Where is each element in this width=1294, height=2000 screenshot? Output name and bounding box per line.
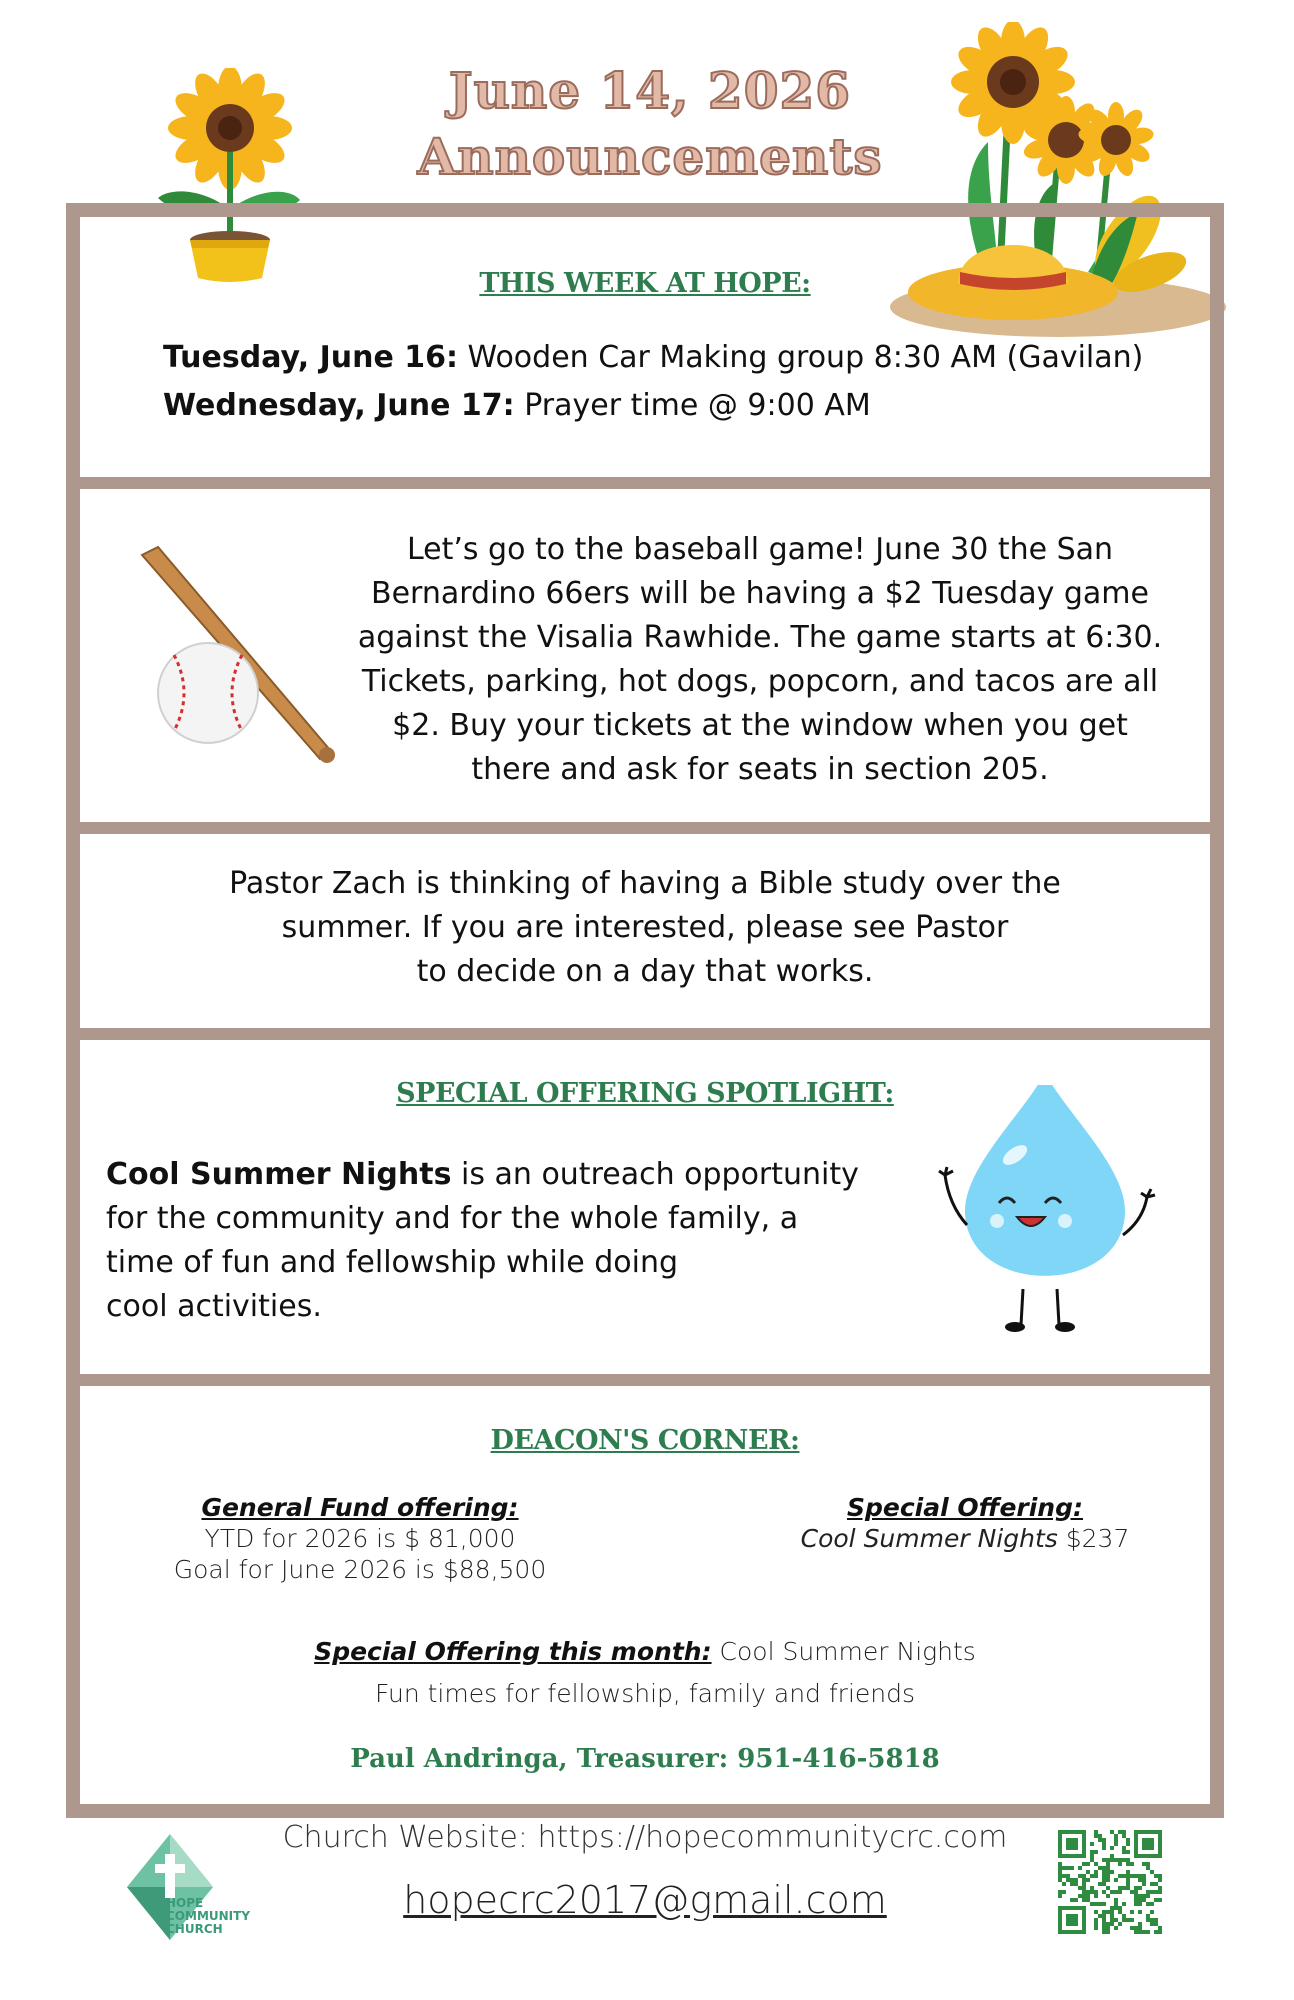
this-week-list [163,336,1143,428]
month-offering-name: Cool Summer Nights [711,1637,976,1666]
special-offering-name: Cool Summer Nights [800,1524,1058,1553]
special-offering-amount: $237 [1057,1524,1130,1553]
spotlight-heading: SPECIAL OFFERING SPOTLIGHT: [396,1078,894,1109]
water-drop-icon [925,1085,1165,1335]
this-week-heading: THIS WEEK AT HOPE: [479,268,811,299]
church-website: Church Website: https://hopecommunitycrc.com [282,1820,1008,1855]
section-divider [66,477,1224,489]
section-divider [66,822,1224,834]
deacon-heading: DEACON'S CORNER: [490,1425,800,1456]
baseball-bat-icon [130,545,340,765]
month-offering-description: Fun times for fellowship, family and friends [374,1679,916,1708]
month-offering-heading: Special Offering this month: [314,1637,712,1666]
title-date: June 14, 2026 [448,61,852,120]
qr-code-icon [1058,1830,1162,1934]
offering-this-month [80,1637,1210,1666]
general-fund-heading: General Fund offering: [201,1493,519,1522]
treasurer-contact: Paul Andringa, Treasurer: 951-416-5818 [350,1744,940,1774]
list-item: Wednesday, June 17: Prayer time @ 9:00 AM [163,388,871,423]
title-announcements: Announcements [417,127,883,186]
bible-study-announcement: Pastor Zach is thinking of having a Bible study over the summer. If you are interested, please see Pastor to decide on a day that works. [229,866,1061,989]
general-fund-ytd: YTD for 2026 is $ 81,000 [204,1524,516,1553]
list-item: Tuesday, June 16: Wooden Car Making group 8:30 AM (Gavilan) [163,340,1144,375]
baseball-announcement: Let’s go to the baseball game! June 30 the San Bernardino 66ers will be having a $2 Tuesday game against the Visalia Rawhide. The game starts at 6:30. Tickets, parking, hot dogs, popcorn, and tacos are all $2. Buy your tickets at the window when you get there and ask for seats in section 205. [357,532,1163,787]
special-offering-block [780,1493,1150,1553]
section-divider [66,1028,1224,1040]
general-fund-block [150,1493,570,1584]
church-logo-text: HOPE COMMUNITY CHURCH [166,1896,251,1936]
spotlight-text: Cool Summer Nights is an outreach opportunity for the community and for the whole family, a time of fun and fellowship while doing cool activities. [106,1157,859,1324]
section-divider [66,1374,1224,1386]
special-offering-heading: Special Offering: [847,1493,1083,1522]
church-email-link[interactable]: hopecrc2017@gmail.com [403,1878,887,1922]
general-fund-goal: Goal for June 2026 is $88,500 [173,1555,547,1584]
